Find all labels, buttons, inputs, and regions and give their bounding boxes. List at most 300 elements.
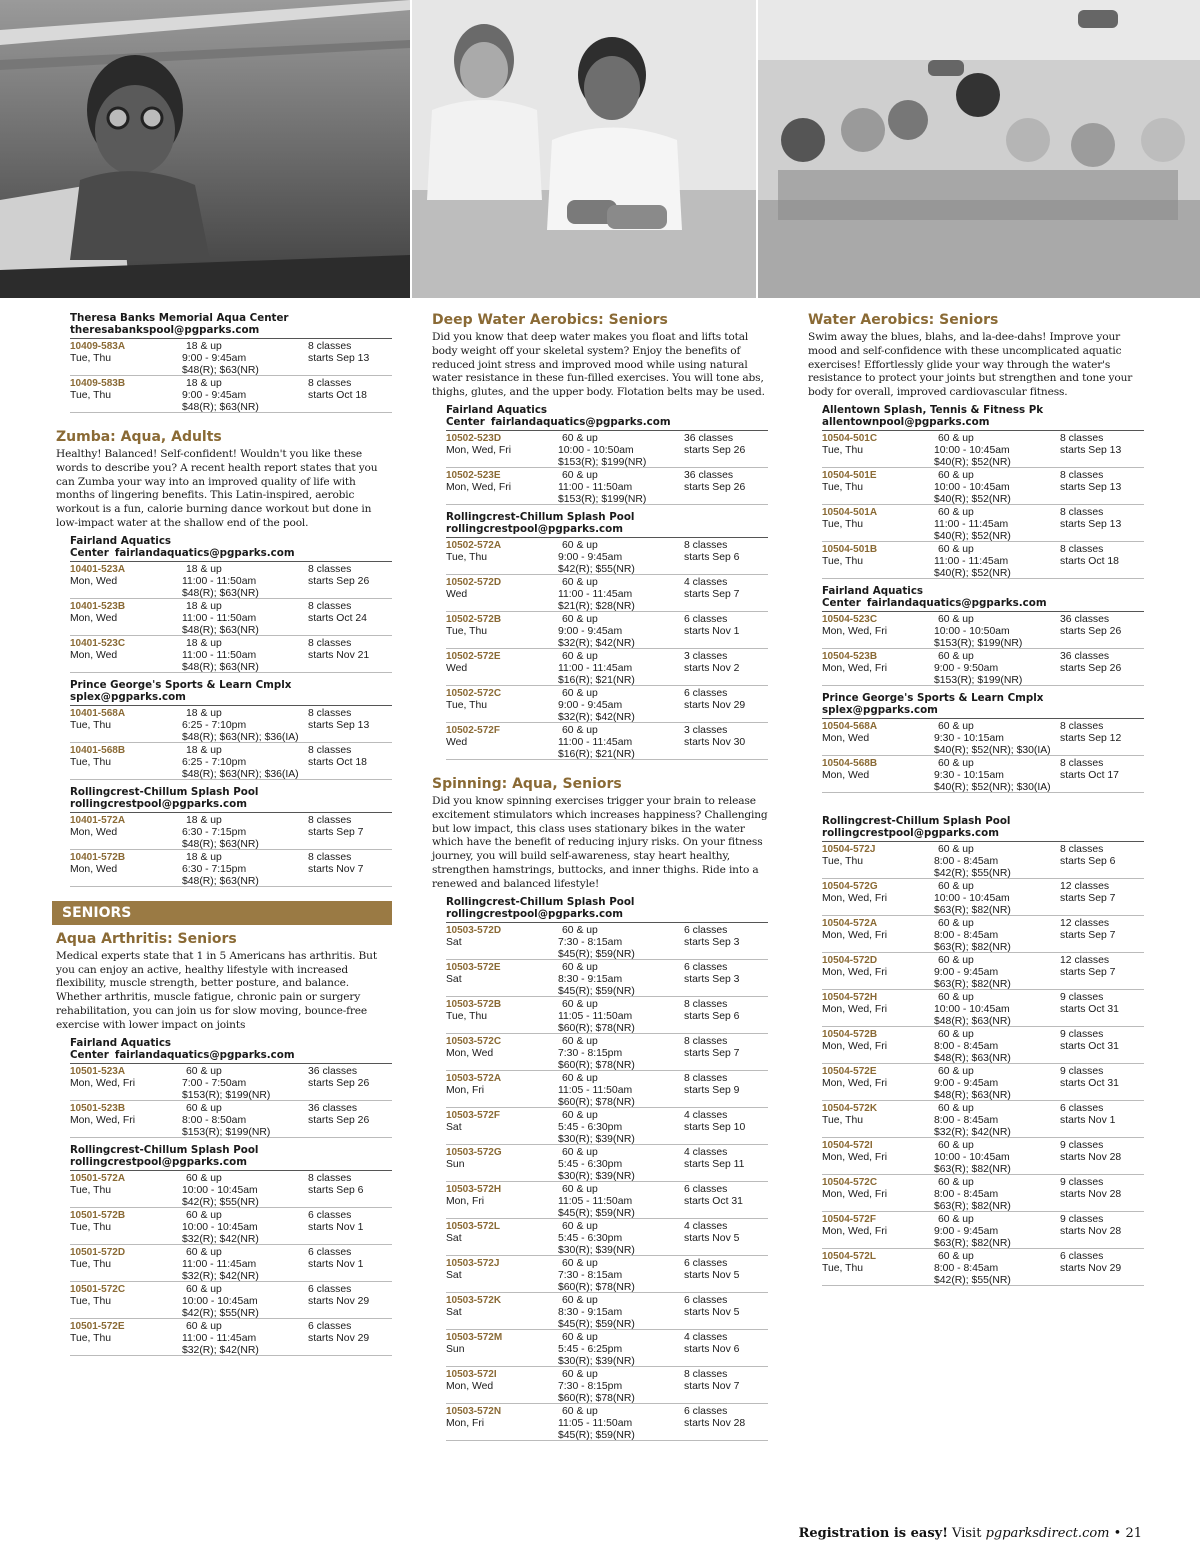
class-entry [446, 575, 768, 612]
class-code[interactable]: 10504-523C [822, 613, 878, 625]
class-code[interactable]: 10502-523E [446, 469, 501, 481]
class-price: $153(R); $199(NR) [558, 493, 647, 505]
location-email[interactable]: rollingcrestpool@pgparks.com [446, 522, 623, 535]
class-age: 60 & up [938, 469, 974, 481]
class-code[interactable]: 10503-572J [446, 1257, 500, 1269]
location-email[interactable]: splex@pgparks.com [70, 690, 186, 703]
class-age: 60 & up [938, 543, 974, 555]
class-age: 60 & up [938, 1176, 974, 1188]
class-start: starts Nov 7 [308, 863, 364, 875]
class-code[interactable]: 10503-572E [446, 961, 501, 973]
section-description: Swim away the blues, blahs, and la-dee-dahs! Improve your mood and self-confidence with these uncomplicated aquatic exercises! Effortlessly glide your way through the water's resistance to protect your joints but strengthen and tone your body for overall, improved cardiovascular fitness. [808, 331, 1133, 399]
class-entry [70, 376, 392, 413]
class-age: 60 & up [938, 1213, 974, 1225]
class-age: 60 & up [938, 1065, 974, 1077]
class-time: 5:45 - 6:25pm [558, 1343, 623, 1355]
class-entry [70, 1171, 392, 1208]
class-code[interactable]: 10504-572B [822, 1028, 878, 1040]
class-entry [822, 505, 1144, 542]
class-time: 11:00 - 11:50am [558, 481, 633, 493]
class-price: $40(R); $52(NR) [934, 493, 1011, 505]
class-count: 8 classes [1060, 506, 1104, 518]
location-header [446, 896, 768, 923]
class-code[interactable]: 10504-572J [822, 843, 876, 855]
class-days: Mon, Wed [70, 575, 118, 587]
class-count: 9 classes [1060, 1213, 1104, 1225]
class-days: Mon, Wed [822, 769, 870, 781]
class-price: $48(R); $63(NR); $36(IA) [182, 731, 299, 743]
class-age: 60 & up [938, 1250, 974, 1262]
class-list [808, 612, 1144, 686]
class-days: Mon, Wed, Fri [822, 1003, 888, 1015]
class-price: $45(R); $59(NR) [558, 1207, 635, 1219]
class-start: starts Sep 7 [308, 826, 364, 838]
class-days: Wed [446, 736, 468, 748]
seniors-aerobics-photo [758, 0, 1200, 298]
class-code[interactable]: 10502-572C [446, 687, 502, 699]
class-time: 9:00 - 9:45am [934, 1225, 999, 1237]
class-entry [446, 997, 768, 1034]
location-name: Fairland Aquatics Center [70, 534, 172, 559]
class-age: 60 & up [562, 1220, 598, 1232]
class-code[interactable]: 10503-572I [446, 1368, 497, 1380]
class-code[interactable]: 10503-572M [446, 1331, 503, 1343]
class-code[interactable]: 10504-501C [822, 432, 878, 444]
class-age: 60 & up [938, 432, 974, 444]
class-price: $40(R); $52(NR) [934, 530, 1011, 542]
class-code[interactable]: 10503-572L [446, 1220, 500, 1232]
class-count: 6 classes [684, 961, 728, 973]
location-header [822, 585, 1144, 612]
class-count: 4 classes [684, 1109, 728, 1121]
class-code[interactable]: 10503-572B [446, 998, 502, 1010]
class-code[interactable]: 10502-572A [446, 539, 502, 551]
class-start: starts Sep 10 [684, 1121, 746, 1133]
class-price: $32(R); $42(NR) [934, 1126, 1011, 1138]
class-age: 60 & up [562, 539, 598, 551]
class-time: 9:00 - 9:45am [558, 551, 623, 563]
class-days: Mon, Wed [70, 863, 118, 875]
class-start: starts Sep 13 [1060, 444, 1122, 456]
location-name: Fairland Aquatics Center [70, 1036, 172, 1061]
class-code[interactable]: 10504-572H [822, 991, 878, 1003]
class-entry [446, 1330, 768, 1367]
class-code[interactable]: 10503-572F [446, 1109, 500, 1121]
class-time: 7:30 - 8:15pm [558, 1380, 623, 1392]
class-code[interactable]: 10503-572A [446, 1072, 502, 1084]
class-age: 60 & up [562, 1109, 598, 1121]
class-count: 8 classes [684, 1368, 728, 1380]
class-age: 60 & up [562, 1072, 598, 1084]
class-start: starts Oct 31 [1060, 1040, 1119, 1052]
class-code[interactable]: 10501-523A [70, 1065, 126, 1077]
class-age: 18 & up [186, 851, 222, 863]
class-time: 11:00 - 11:50am [182, 649, 257, 661]
location-header [446, 511, 768, 538]
location-header [70, 1037, 392, 1064]
class-days: Tue, Thu [822, 481, 864, 493]
class-time: 5:45 - 6:30pm [558, 1121, 623, 1133]
class-days: Tue, Thu [822, 1262, 864, 1274]
class-code[interactable]: 10503-572D [446, 924, 502, 936]
class-time: 11:05 - 11:50am [558, 1084, 633, 1096]
class-list [56, 1064, 392, 1138]
class-code[interactable]: 10503-572C [446, 1035, 502, 1047]
class-time: 9:00 - 9:45am [934, 1077, 999, 1089]
class-time: 10:00 - 10:50am [558, 444, 634, 456]
class-count: 8 classes [308, 851, 352, 863]
class-count: 4 classes [684, 1146, 728, 1158]
section-title: Deep Water Aerobics: Seniors [432, 312, 668, 328]
class-count: 8 classes [684, 1072, 728, 1084]
class-code[interactable]: 10501-572B [70, 1209, 126, 1221]
class-days: Tue, Thu [822, 555, 864, 567]
class-code[interactable]: 10401-568B [70, 744, 126, 756]
class-code[interactable]: 10504-501B [822, 543, 878, 555]
class-count: 9 classes [1060, 1139, 1104, 1151]
class-count: 6 classes [684, 687, 728, 699]
class-code[interactable]: 10409-583A [70, 341, 126, 352]
class-time: 8:00 - 8:50am [182, 1114, 247, 1126]
class-age: 18 & up [186, 744, 222, 756]
class-time: 10:00 - 10:45am [934, 892, 1010, 904]
class-count: 6 classes [1060, 1102, 1104, 1114]
class-price: $30(R); $39(NR) [558, 1355, 635, 1367]
class-days: Tue, Thu [70, 390, 112, 401]
class-price: $48(R); $63(NR) [934, 1015, 1011, 1027]
class-days: Wed [446, 662, 468, 674]
class-count: 4 classes [684, 1331, 728, 1343]
location-header [70, 1144, 392, 1171]
class-age: 60 & up [562, 1294, 598, 1306]
swimmer-goggles-photo [0, 0, 410, 298]
class-code[interactable]: 10501-572D [70, 1246, 126, 1258]
location-email[interactable]: rollingcrestpool@pgparks.com [70, 797, 247, 810]
class-code[interactable]: 10401-568A [70, 707, 126, 719]
class-code[interactable]: 10501-572C [70, 1283, 126, 1295]
class-count: 8 classes [1060, 543, 1104, 555]
class-time: 10:00 - 10:45am [934, 444, 1010, 456]
location-email[interactable]: rollingcrestpool@pgparks.com [446, 907, 623, 920]
location-name: Fairland Aquatics Center [446, 403, 548, 428]
class-days: Mon, Wed, Fri [822, 892, 888, 904]
class-code[interactable]: 10502-572B [446, 613, 502, 625]
class-entry [822, 756, 1144, 793]
class-start: starts Sep 13 [308, 719, 370, 731]
class-entry [822, 1027, 1144, 1064]
class-code[interactable]: 10504-572E [822, 1065, 877, 1077]
class-price: $48(R); $63(NR) [182, 624, 259, 636]
class-count: 8 classes [1060, 469, 1104, 481]
class-code[interactable]: 10504-572A [822, 917, 878, 929]
class-code[interactable]: 10504-568B [822, 757, 878, 769]
class-start: starts Sep 7 [684, 1047, 740, 1059]
class-code[interactable]: 10503-572K [446, 1294, 502, 1306]
class-code[interactable]: 10401-572A [70, 814, 126, 826]
class-entry [822, 990, 1144, 1027]
footer-url[interactable]: pgparksdirect.com [985, 1526, 1110, 1541]
class-age: 60 & up [186, 1320, 222, 1332]
class-entry [70, 850, 392, 887]
class-time: 11:00 - 11:45am [934, 555, 1009, 567]
class-price: $32(R); $42(NR) [182, 1270, 259, 1282]
column-1 [56, 312, 392, 1356]
class-count: 3 classes [684, 650, 728, 662]
class-price: $42(R); $55(NR) [182, 1307, 259, 1319]
class-count: 12 classes [1060, 880, 1110, 892]
class-count: 8 classes [308, 637, 352, 649]
class-start: starts Oct 18 [308, 756, 367, 768]
class-time: 9:30 - 10:15am [934, 732, 1004, 744]
location-email[interactable]: rollingcrestpool@pgparks.com [822, 826, 999, 839]
class-start: starts Nov 30 [684, 736, 746, 748]
class-count: 12 classes [1060, 917, 1110, 929]
class-code[interactable]: 10501-523B [70, 1102, 126, 1114]
class-entry [446, 1219, 768, 1256]
class-days: Tue, Thu [70, 1258, 112, 1270]
class-time: 11:00 - 11:50am [182, 612, 257, 624]
column-3 [808, 312, 1144, 1286]
class-start: starts Nov 6 [684, 1343, 740, 1355]
column-2 [432, 312, 768, 1441]
class-days: Mon, Wed, Fri [446, 481, 512, 493]
class-code[interactable]: 10503-572G [446, 1146, 502, 1158]
class-code[interactable]: 10501-572A [70, 1172, 126, 1184]
class-price: $63(R); $82(NR) [934, 941, 1011, 953]
class-list [56, 706, 392, 780]
class-days: Tue, Thu [70, 719, 112, 731]
class-time: 8:30 - 9:15am [558, 1306, 623, 1318]
location-email[interactable]: fairlandaquatics@pgparks.com [114, 1048, 295, 1061]
class-entry [446, 649, 768, 686]
class-price: $60(R); $78(NR) [558, 1392, 635, 1404]
class-start: starts Sep 6 [1060, 855, 1116, 867]
class-count: 8 classes [308, 563, 352, 575]
class-code[interactable]: 10401-572B [70, 851, 126, 863]
class-code[interactable]: 10504-501A [822, 506, 878, 518]
page-number: 21 [1125, 1526, 1142, 1541]
class-start: starts Nov 7 [684, 1380, 740, 1392]
class-price: $30(R); $39(NR) [558, 1244, 635, 1256]
class-start: starts Nov 29 [308, 1332, 370, 1344]
class-age: 60 & up [938, 650, 974, 662]
class-list [808, 842, 1144, 1286]
class-start: starts Sep 26 [1060, 662, 1122, 674]
class-days: Mon, Wed, Fri [822, 1188, 888, 1200]
location-header [70, 312, 392, 339]
location-name: Fairland Aquatics Center [822, 584, 924, 609]
class-code[interactable]: 10504-572K [822, 1102, 878, 1114]
class-entry [446, 538, 768, 575]
photo-strip [0, 0, 1200, 298]
class-price: $32(R); $42(NR) [182, 1344, 259, 1356]
class-price: $63(R); $82(NR) [934, 1237, 1011, 1249]
class-days: Mon, Fri [446, 1417, 485, 1429]
class-entry [70, 599, 392, 636]
class-time: 11:00 - 11:45am [558, 588, 633, 600]
class-age: 18 & up [186, 707, 222, 719]
class-price: $48(R); $63(NR) [182, 402, 259, 413]
class-code[interactable]: 10504-572C [822, 1176, 878, 1188]
class-count: 36 classes [1060, 613, 1110, 625]
class-code[interactable]: 10504-572I [822, 1139, 873, 1151]
class-age: 60 & up [562, 724, 598, 736]
footer-visit: Visit [947, 1526, 986, 1541]
class-entry [70, 636, 392, 673]
class-age: 60 & up [562, 1146, 598, 1158]
class-days: Tue, Thu [70, 1332, 112, 1344]
class-age: 60 & up [562, 613, 598, 625]
class-entry [446, 1256, 768, 1293]
class-entry [822, 612, 1144, 649]
class-entry [446, 960, 768, 997]
class-start: starts Sep 6 [308, 1184, 364, 1196]
class-code[interactable]: 10504-572F [822, 1213, 876, 1225]
class-code[interactable]: 10504-523B [822, 650, 878, 662]
class-age: 60 & up [562, 687, 598, 699]
location-name: Rollingcrest-Chillum Splash Pool [446, 510, 635, 523]
class-start: starts Sep 12 [1060, 732, 1122, 744]
class-time: 5:45 - 6:30pm [558, 1232, 623, 1244]
class-time: 9:00 - 9:45am [934, 966, 999, 978]
class-days: Tue, Thu [822, 518, 864, 530]
class-code[interactable]: 10504-568A [822, 720, 878, 732]
class-entry [70, 339, 392, 376]
class-price: $48(R); $63(NR); $36(IA) [182, 768, 299, 780]
class-code[interactable]: 10401-523C [70, 637, 126, 649]
class-start: starts Nov 28 [1060, 1151, 1122, 1163]
location-header [822, 404, 1144, 431]
class-price: $40(R); $52(NR) [934, 456, 1011, 468]
class-code[interactable]: 10409-583B [70, 378, 126, 389]
class-code[interactable]: 10502-572F [446, 724, 500, 736]
class-days: Mon, Wed, Fri [822, 662, 888, 674]
class-count: 9 classes [1060, 991, 1104, 1003]
class-days: Mon, Wed, Fri [822, 929, 888, 941]
class-price: $48(R); $63(NR) [934, 1089, 1011, 1101]
class-entry [446, 468, 768, 505]
class-entry [822, 953, 1144, 990]
location-email[interactable]: theresabankspool@pgparks.com [70, 324, 260, 336]
class-code[interactable]: 10502-523D [446, 432, 502, 444]
class-days: Mon, Wed, Fri [70, 1077, 136, 1089]
section-description: Medical experts state that 1 in 5 Americans has arthritis. But you can enjoy an active, healthy lifestyle with increased flexibility, muscle strength, better posture, and balance. Whether arthritis, muscle fatigue, chronic pain or surgery rehabilitation, you can join us for slow moving, bounce-free exercise with lower impact on joints [56, 949, 377, 1031]
class-start: starts Nov 5 [684, 1306, 740, 1318]
class-count: 36 classes [684, 469, 734, 481]
class-start: starts Nov 5 [684, 1269, 740, 1281]
location-email[interactable]: allentownpool@pgparks.com [822, 415, 990, 428]
class-days: Mon, Wed, Fri [446, 444, 512, 456]
class-code[interactable]: 10401-523B [70, 600, 126, 612]
class-days: Mon, Wed [70, 826, 118, 838]
class-count: 36 classes [1060, 650, 1110, 662]
class-entry [822, 1249, 1144, 1286]
location-name: Allentown Splash, Tennis & Fitness Pk [822, 403, 1044, 416]
class-time: 9:00 - 9:45am [558, 625, 623, 637]
class-entry [70, 1064, 392, 1101]
class-time: 9:00 - 9:45am [182, 353, 247, 364]
class-entry [822, 1175, 1144, 1212]
class-start: starts Nov 29 [308, 1295, 370, 1307]
footer [799, 1526, 1142, 1541]
class-code[interactable]: 10504-572G [822, 880, 878, 892]
class-count: 8 classes [684, 998, 728, 1010]
class-code[interactable]: 10503-572H [446, 1183, 502, 1195]
class-entry [70, 813, 392, 850]
class-code[interactable]: 10401-523A [70, 563, 126, 575]
class-price: $48(R); $63(NR) [182, 661, 259, 673]
class-days: Tue, Thu [822, 855, 864, 867]
location-email[interactable]: fairlandaquatics@pgparks.com [490, 415, 671, 428]
class-price: $45(R); $59(NR) [558, 1429, 635, 1441]
class-list [56, 562, 392, 673]
class-entry [70, 1101, 392, 1138]
class-start: starts Nov 1 [684, 625, 740, 637]
class-list [808, 431, 1144, 579]
class-code[interactable]: 10504-572L [822, 1250, 876, 1262]
class-entry [822, 542, 1144, 579]
class-price: $60(R); $78(NR) [558, 1059, 635, 1071]
class-time: 11:00 - 11:45am [558, 736, 633, 748]
class-start: starts Sep 7 [684, 588, 740, 600]
class-price: $63(R); $82(NR) [934, 978, 1011, 990]
class-time: 10:00 - 10:45am [934, 1151, 1010, 1163]
class-start: starts Sep 26 [308, 1114, 370, 1126]
location-header [70, 535, 392, 562]
class-age: 60 & up [562, 1035, 598, 1047]
class-entry [822, 916, 1144, 953]
location-email[interactable]: rollingcrestpool@pgparks.com [70, 1155, 247, 1168]
class-entry [446, 686, 768, 723]
class-code[interactable]: 10504-572D [822, 954, 878, 966]
section-title: Spinning: Aqua, Seniors [432, 775, 622, 792]
class-time: 8:00 - 8:45am [934, 1188, 999, 1200]
class-count: 4 classes [684, 576, 728, 588]
class-entry [446, 923, 768, 960]
class-start: starts Oct 18 [1060, 555, 1119, 567]
class-start: starts Sep 26 [308, 1077, 370, 1089]
location-email[interactable]: splex@pgparks.com [822, 703, 938, 716]
location-email[interactable]: fairlandaquatics@pgparks.com [114, 546, 295, 559]
location-header [822, 815, 1144, 842]
class-price: $30(R); $39(NR) [558, 1133, 635, 1145]
class-price: $48(R); $63(NR) [934, 1052, 1011, 1064]
class-count: 9 classes [1060, 1065, 1104, 1077]
class-days: Tue, Thu [822, 444, 864, 456]
class-age: 18 & up [186, 341, 222, 352]
class-count: 8 classes [1060, 843, 1104, 855]
class-start: starts Sep 9 [684, 1084, 740, 1096]
class-time: 10:00 - 10:50am [934, 625, 1010, 637]
class-entry [446, 1071, 768, 1108]
class-age: 60 & up [186, 1209, 222, 1221]
class-code[interactable]: 10502-572D [446, 576, 502, 588]
class-time: 10:00 - 10:45am [934, 1003, 1010, 1015]
class-age: 60 & up [938, 917, 974, 929]
class-code[interactable]: 10502-572E [446, 650, 501, 662]
class-code[interactable]: 10504-501E [822, 469, 877, 481]
class-count: 8 classes [1060, 720, 1104, 732]
class-age: 60 & up [938, 954, 974, 966]
class-code[interactable]: 10503-572N [446, 1405, 502, 1417]
class-age: 60 & up [186, 1065, 222, 1077]
class-price: $153(R); $199(NR) [182, 1089, 271, 1101]
class-days: Tue, Thu [70, 353, 112, 364]
class-code[interactable]: 10501-572E [70, 1320, 125, 1332]
location-header [822, 692, 1144, 719]
location-email[interactable]: fairlandaquatics@pgparks.com [866, 596, 1047, 609]
class-price: $42(R); $55(NR) [934, 1274, 1011, 1286]
